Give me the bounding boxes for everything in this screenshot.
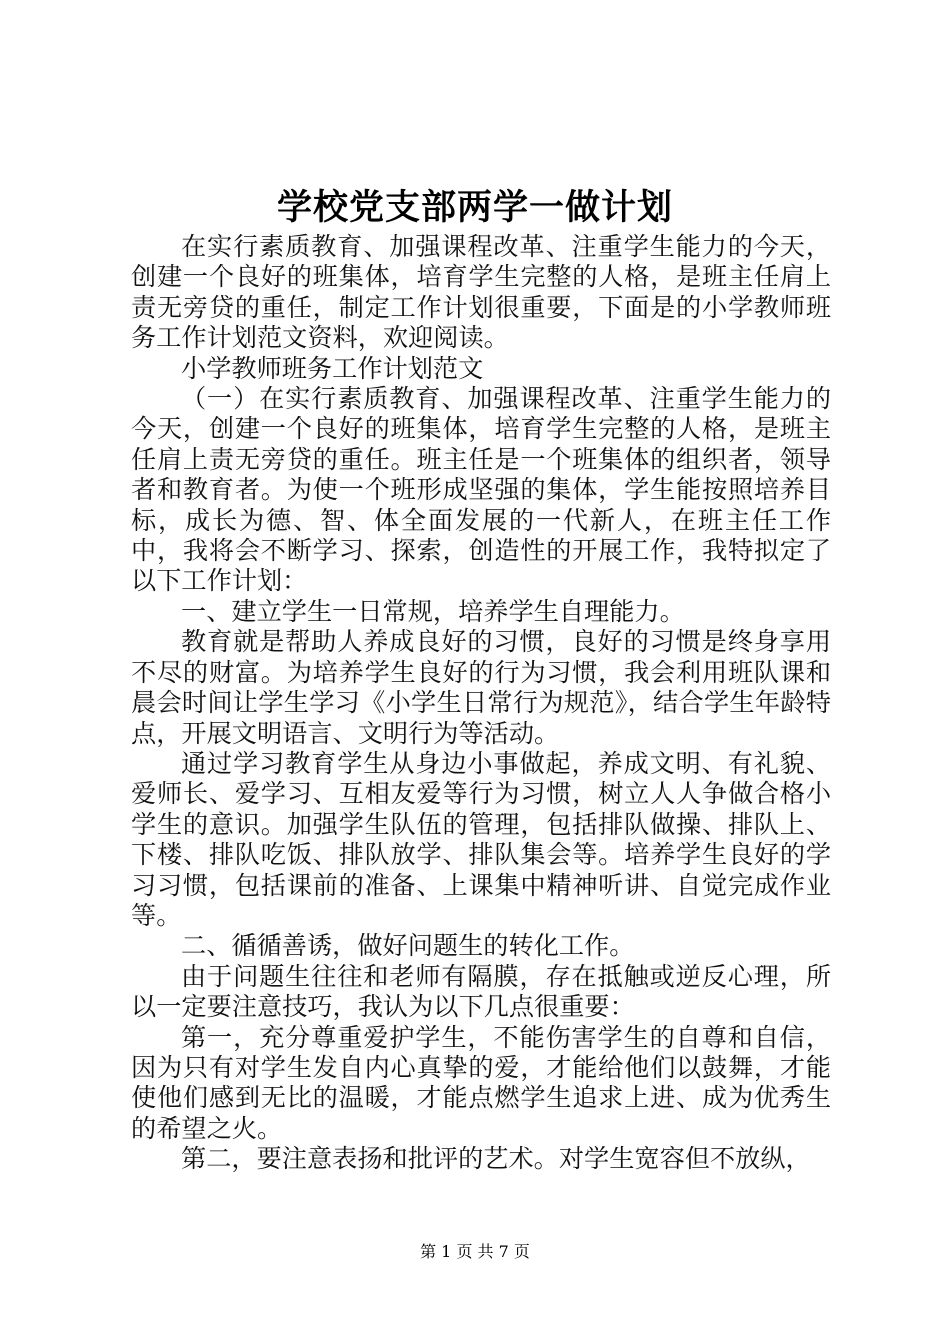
- paragraph: 在实行素质教育、加强课程改革、注重学生能力的今天，创建一个良好的班集体，培育学生完整的人格，是班主任肩上责无旁贷的重任，制定工作计划很重要，下面是的小学教师班务工作计划范文资料，欢迎阅读。: [131, 232, 831, 353]
- page-footer: 第 1 页 共 7 页: [420, 1242, 530, 1261]
- paragraph: 第二，要注意表扬和批评的艺术。对学生宽容但不放纵，: [181, 1144, 811, 1174]
- paragraph: （一）在实行素质教育、加强课程改革、注重学生能力的今天，创建一个良好的班集体，培育学生完整的人格，是班主任肩上责无旁贷的重任。班主任是一个班集体的组织者，领导者和教育者。为使一个班形成坚强的集体，学生能按照培养目标，成长为德、智、体全面发展的一代新人，在班主任工作中，我将会不断学习、探索，创造性的开展工作，我特拟定了以下工作计划：: [131, 384, 831, 596]
- paragraph: 一、建立学生一日常规，培养学生自理能力。: [181, 596, 685, 626]
- document-body: [131, 232, 831, 1175]
- paragraph: 第一，充分尊重爱护学生，不能伤害学生的自尊和自信，因为只有对学生发自内心真挚的爱，才能给他们以鼓舞，才能使他们感到无比的温暖，才能点燃学生追求上进、成为优秀生的希望之火。: [131, 1022, 831, 1143]
- paragraph: 教育就是帮助人养成良好的习惯，良好的习惯是终身享用不尽的财富。为培养学生良好的行为习惯，我会利用班队课和晨会时间让学生学习《小学生日常行为规范》，结合学生年龄特点，开展文明语言、文明行为等活动。: [131, 627, 831, 748]
- document-title: 学校党支部两学一做计划: [276, 187, 673, 228]
- paragraph: 二、循循善诱，做好问题生的转化工作。: [181, 931, 635, 961]
- paragraph: 由于问题生往往和老师有隔膜，存在抵触或逆反心理，所以一定要注意技巧，我认为以下几点很重要：: [131, 961, 831, 1022]
- paragraph: 小学教师班务工作计划范文: [181, 353, 484, 383]
- paragraph: 通过学习教育学生从身边小事做起，养成文明、有礼貌、爱师长、爱学习、互相友爱等行为习惯，树立人人争做合格小学生的意识。加强学生队伍的管理，包括排队做操、排队上、下楼、排队吃饭、排队放学、排队集会等。培养学生良好的学习习惯，包括课前的准备、上课集中精神听讲、自觉完成作业等。: [131, 748, 831, 930]
